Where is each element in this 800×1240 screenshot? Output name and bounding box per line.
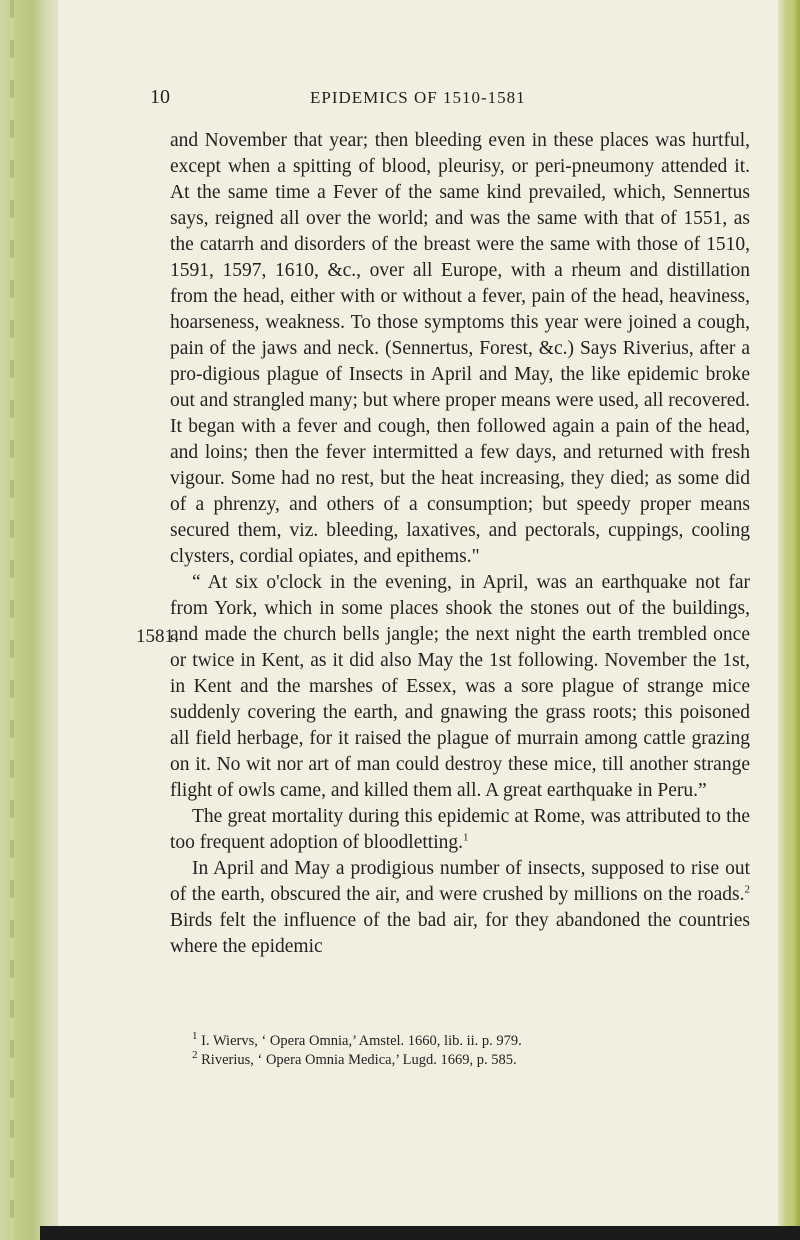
paragraph-2: “ At six o'clock in the evening, in April, was an earthquake not far from York, which in some places shook the stones out of the buildings, and made the church bells jangle; the next night the earth trembled once or twice in Kent, as it did also May the 1st following. November the 1st, in Kent and the marshes of Essex, was a sore plague of strange mice suddenly covering the earth, and gnawing the grass roots; this poisoned all field herbage, for it raised the plague of murrain among cattle grazing on it. No wit nor art of man could destroy these mice, till another strange flight of owls came, and killed them all. A great earthquake in Peru.” <box>170 572 750 801</box>
body-text <box>170 128 750 960</box>
footnote-2 <box>170 1051 750 1070</box>
marginal-date: 1581. <box>136 626 179 647</box>
footnotes <box>170 1032 750 1070</box>
paragraph-3-text: The great mortality during this epidemic at Rome, was attributed to the too frequent adoption of bloodletting. <box>170 806 750 853</box>
paragraph-4 <box>170 856 750 960</box>
footnote-ref-2: 2 <box>744 883 750 896</box>
paragraph-1: and November that year; then bleeding even in these places was hurtful, except when a spitting of blood, pleurisy, or peri-pneumony attended it. At the same time a Fever of the same kind prevailed, which, Sennertus says, reigned all over the world; and was the same with that of 1551, as the catarrh and disorders of the breast were the same with those of 1510, 1591, 1597, 1610, &c., over all Europe, with a rheum and distillation from the head, either with or without a fever, pain of the head, heaviness, hoarseness, weakness. To those symptoms this year were joined a cough, pain of the jaws and neck. (Sennertus, Forest, &c.) Says Riverius, after a pro-digious plague of Insects in April and May, the like epidemic broke out and strangled many; but where proper means were used, all recovered. It began with a fever and cough, then followed again a pain of the head, and loins; then the fever intermitted a few days, and returned with fresh vigour. Some had no rest, but the heat increasing, they died; as some did of a phrenzy, and others of a consumption; but speedy proper means secured them, viz. bleeding, laxatives, and pectorals, cuppings, cooling clysters, cordial opiates, and epithems." <box>170 130 750 567</box>
running-title: EPIDEMICS OF 1510-1581 <box>310 88 526 107</box>
footnote-1 <box>170 1032 750 1051</box>
book-binding-left <box>0 0 58 1240</box>
footnote-marker: 2 <box>192 1049 198 1062</box>
page-number: 10 <box>150 86 170 108</box>
footnote-marker: 1 <box>192 1030 198 1043</box>
footnote-text: Riverius, ‘ Opera Omnia Medica,’ Lugd. 1669, p. 585. <box>197 1052 517 1068</box>
paragraph-4-continued: Birds felt the influence of the bad air, for they abandoned the countries where the epidemic <box>170 910 750 957</box>
book-binding-right <box>778 0 800 1240</box>
page-bottom-edge <box>40 1226 800 1240</box>
footnote-ref-1: 1 <box>463 831 469 844</box>
paragraph-4-text: In April and May a prodigious number of insects, supposed to rise out of the earth, obscured the air, and were crushed by millions on the roads. <box>170 858 750 905</box>
paragraph-3 <box>170 804 750 856</box>
footnote-text: I. Wiervs, ‘ Opera Omnia,’ Amstel. 1660, lib. ii. p. 979. <box>197 1033 522 1049</box>
